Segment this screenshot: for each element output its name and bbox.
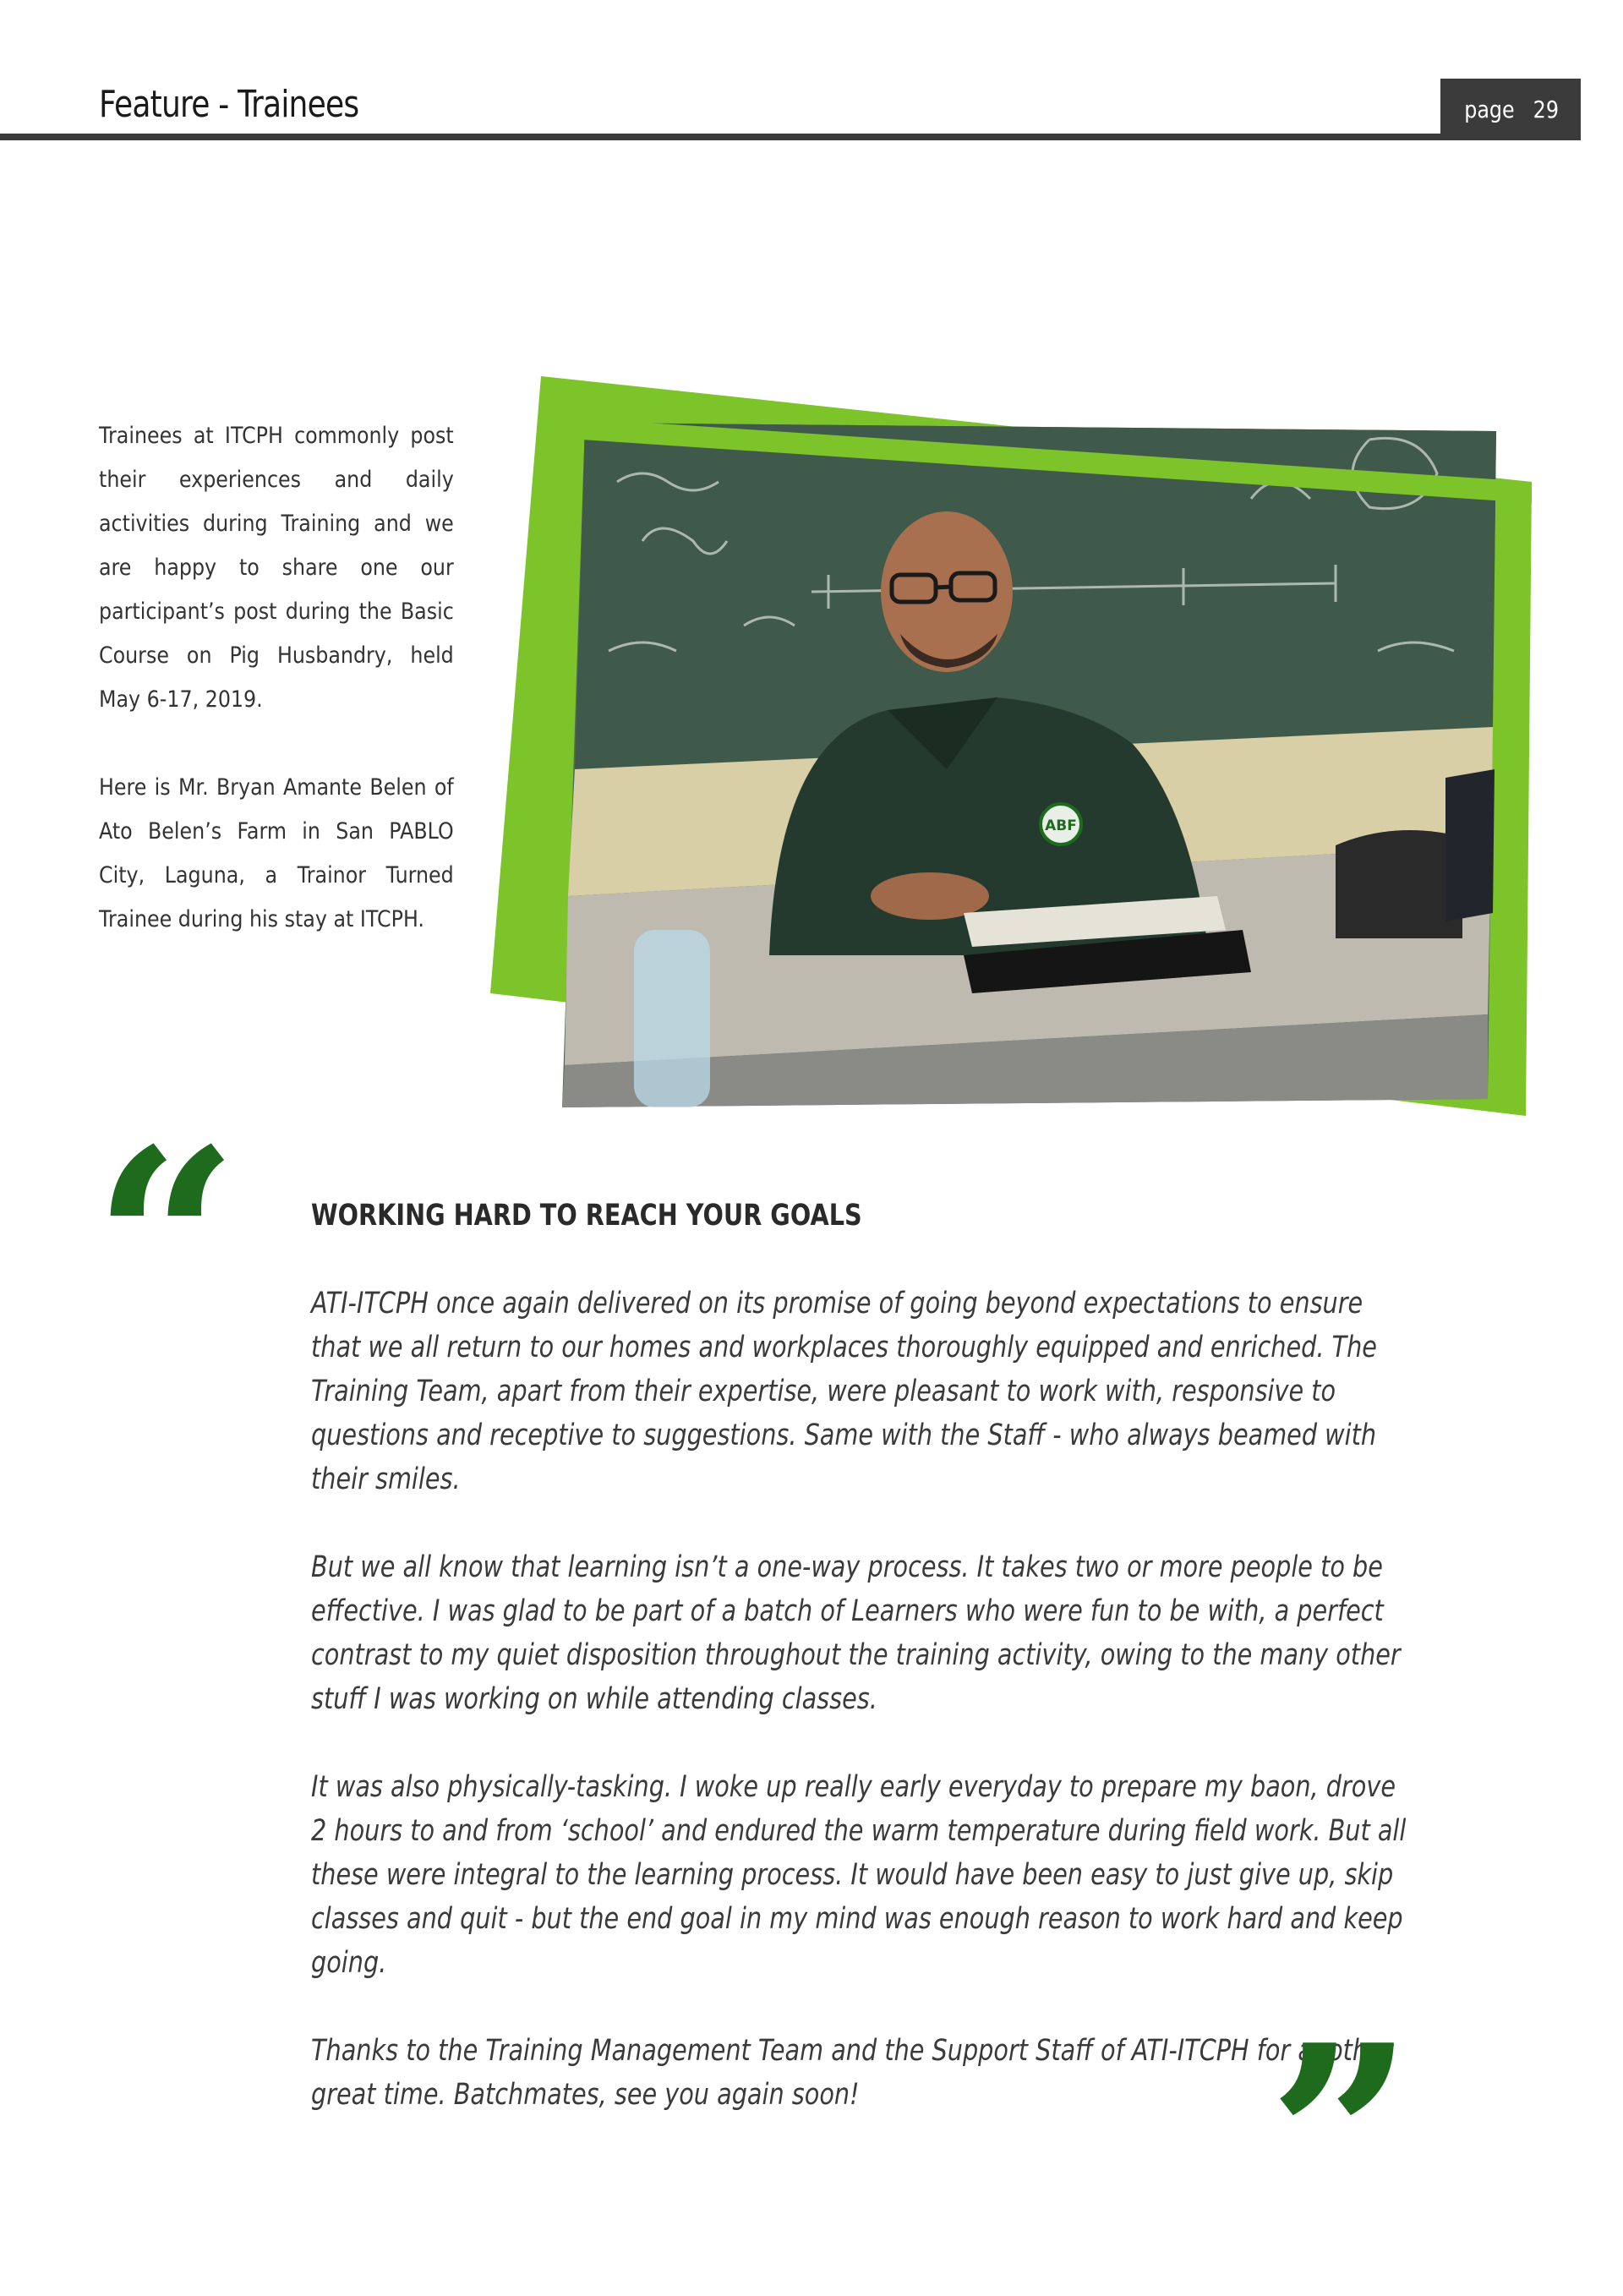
close-quote-mark: ” (1268, 1989, 1414, 2288)
shirt-logo-text: ABF (1045, 817, 1077, 834)
open-quote-mark: “ (93, 1093, 239, 1391)
trainee-photo (490, 372, 1538, 1133)
page-number: 29 (1533, 96, 1560, 123)
quote-heading: WORKING HARD TO REACH YOUR GOALS (311, 1199, 862, 1233)
photo-image (562, 423, 1496, 1107)
page-number-badge (1440, 79, 1581, 140)
intro-text (99, 414, 454, 986)
quote-body (311, 1282, 1410, 2161)
quote-paragraph: Thanks to the Training Management Team and the Support Staff of ATI-ITCPH for another great time. Batchmates, see you again soon! (311, 2034, 1393, 2112)
section-title: Feature - Trainees (99, 83, 359, 126)
quote-paragraph: ATI-ITCPH once again delivered on its promise of going beyond expectations to ensure that we all return to our homes and workplaces thoroughly equipped and enriched. The Training Team, apart from their expertise, were pleasant to work with, responsive to questions and receptive to suggestions. Same with the Staff - who always beamed with their smiles. (311, 1287, 1377, 1496)
quote-paragraph: It was also physically-tasking. I woke up really early everyday to prepare my baon, drove 2 hours to and from ‘school’ and endured the warm temperature during field work. But all these were integral to the learning process. It would have been easy to just give up, skip classes and quit - but the end goal in my mind was enough reason to work hard and keep going. (311, 1770, 1407, 1980)
header-rule (0, 134, 1581, 140)
intro-paragraph-1: Trainees at ITCPH commonly post their experiences and daily activities during Training and we are happy to share one our participant’s post during the Basic Course on Pig Husbandry, held May 6-17, 2019. (99, 423, 454, 713)
quote-paragraph: But we all know that learning isn’t a one-way process. It takes two or more people to be effective. I was glad to be part of a batch of Learners who were fun to be with, a perfect contrast to my quiet disposition throughout the training activity, owing to the many other stuff I was working on while attending classes. (311, 1550, 1401, 1716)
intro-paragraph-2: Here is Mr. Bryan Amante Belen of Ato Belen’s Farm in San PABLO City, Laguna, a Trainor Turned Trainee during his stay at ITCPH. (99, 774, 454, 932)
page-label: page (1464, 96, 1515, 123)
